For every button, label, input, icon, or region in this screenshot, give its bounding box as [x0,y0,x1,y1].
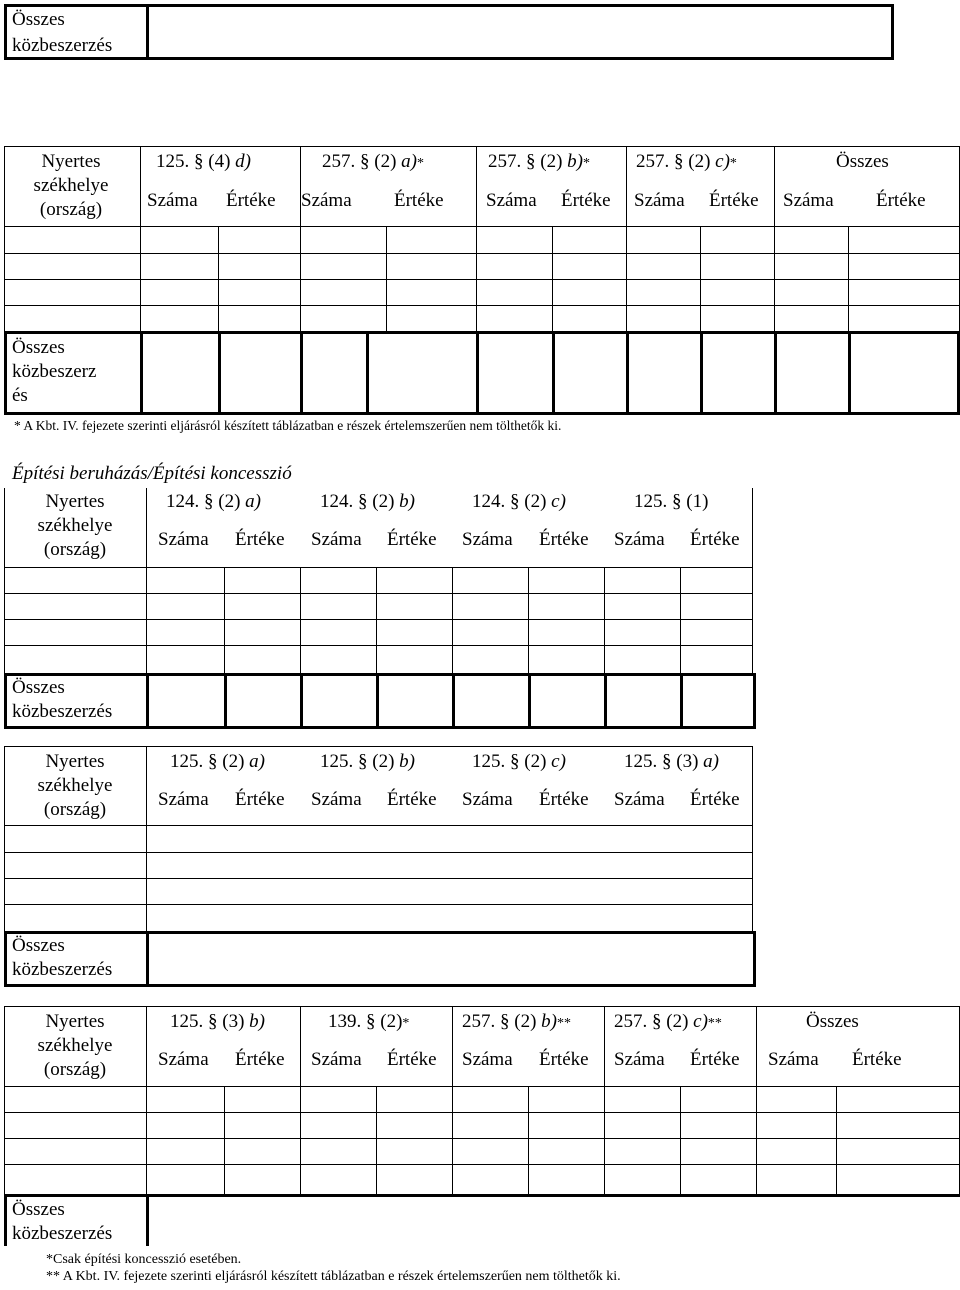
t4-sub-value-2: Értéke [387,1049,437,1070]
footnote-1: *Csak építési koncesszió esetében. [46,1252,242,1267]
t4-sub-count-3: Száma [462,1049,513,1070]
t1-winner-header: Nyertes székhelye (ország) [33,151,109,220]
t3-group-header-3: 125. § (2) c) [472,751,566,772]
t4-group-header-5: Összes [806,1011,859,1032]
t3-sub-value-2: Értéke [387,789,437,810]
t1-group-header-4: 257. § (2) c)* [636,151,737,172]
t4-sub-value-3: Értéke [539,1049,589,1070]
t1-sub-count-1: Száma [147,190,198,211]
top-total-label-2: közbeszerzés [12,35,113,56]
t4-sub-value-1: Értéke [235,1049,285,1070]
t2-sub-value-1: Értéke [235,529,285,550]
t3-sub-value-1: Értéke [235,789,285,810]
t4-total-label: Összes közbeszerzés [12,1199,113,1244]
t1-sub-count-3: Száma [486,190,537,211]
t3-sub-count-3: Száma [462,789,513,810]
t2-total-label: Összes közbeszerzés [12,677,113,722]
t1-sub-value-3: Értéke [561,190,611,211]
t1-group-header-1: 125. § (4) d) [156,151,251,172]
footnote-2: ** A Kbt. IV. fejezete szerinti eljárásról készített táblázatban e részek értelemszerűen nem tölthetők ki. [46,1269,621,1284]
top-total-divider [146,4,149,60]
t1-sub-value-1: Értéke [226,190,276,211]
t3-sub-count-1: Száma [158,789,209,810]
t3-total-row [4,931,756,987]
t1-group-header-5: Összes [836,151,889,172]
t2-group-header-3: 124. § (2) c) [472,491,566,512]
t1-total-row [4,331,960,415]
t1-sub-value-5: Értéke [876,190,926,211]
t2-sub-value-2: Értéke [387,529,437,550]
t1-footnote: * A Kbt. IV. fejezete szerinti eljárásról készített táblázatban e részek értelemszerűen nem tölthetők ki. [14,418,562,433]
t1-group-header-2: 257. § (2) a)* [322,151,424,172]
t4-group-header-4: 257. § (2) c)** [614,1011,722,1032]
t1-sub-count-4: Száma [634,190,685,211]
t1-sub-value-2: Értéke [394,190,444,211]
t3-sub-count-4: Száma [614,789,665,810]
t3-group-header-4: 125. § (3) a) [624,751,719,772]
t4-group-header-2: 139. § (2)* [328,1011,410,1032]
t4-winner-header: Nyertes székhelye (ország) [37,1011,113,1080]
t2-group-header-4: 125. § (1) [634,491,709,512]
t4-group-header-1: 125. § (3) b) [170,1011,265,1032]
t3-group-header-1: 125. § (2) a) [170,751,265,772]
t3-winner-header: Nyertes székhelye (ország) [37,751,113,820]
t4-group-header-3: 257. § (2) b)** [462,1011,571,1032]
top-total-label-1: Összes [12,9,65,30]
t2-sub-count-1: Száma [158,529,209,550]
section-title: Építési beruházás/Építési koncesszió [12,463,292,484]
t1-group-header-3: 257. § (2) b)* [488,151,590,172]
t2-winner-header: Nyertes székhelye (ország) [37,491,113,560]
t4-sub-count-5: Száma [768,1049,819,1070]
t2-sub-value-3: Értéke [539,529,589,550]
t1-sub-count-5: Száma [783,190,834,211]
t2-sub-value-4: Értéke [690,529,740,550]
t2-sub-count-4: Száma [614,529,665,550]
t2-total-row [4,673,756,729]
t1-total-label: Összes közbeszerz és [12,337,97,406]
t3-sub-value-4: Értéke [690,789,740,810]
t2-sub-count-2: Száma [311,529,362,550]
t4-sub-value-5: Értéke [852,1049,902,1070]
top-total-row [4,4,894,60]
t2-group-header-2: 124. § (2) b) [320,491,415,512]
t2-sub-count-3: Száma [462,529,513,550]
t3-sub-value-3: Értéke [539,789,589,810]
t4-sub-count-2: Száma [311,1049,362,1070]
t3-total-label: Összes közbeszerzés [12,935,113,980]
t4-sub-count-1: Száma [158,1049,209,1070]
t3-sub-count-2: Száma [311,789,362,810]
t3-group-header-2: 125. § (2) b) [320,751,415,772]
t4-sub-count-4: Száma [614,1049,665,1070]
t1-sub-count-2: Száma [301,190,352,211]
t1-sub-value-4: Értéke [709,190,759,211]
t4-sub-value-4: Értéke [690,1049,740,1070]
t2-group-header-1: 124. § (2) a) [166,491,261,512]
